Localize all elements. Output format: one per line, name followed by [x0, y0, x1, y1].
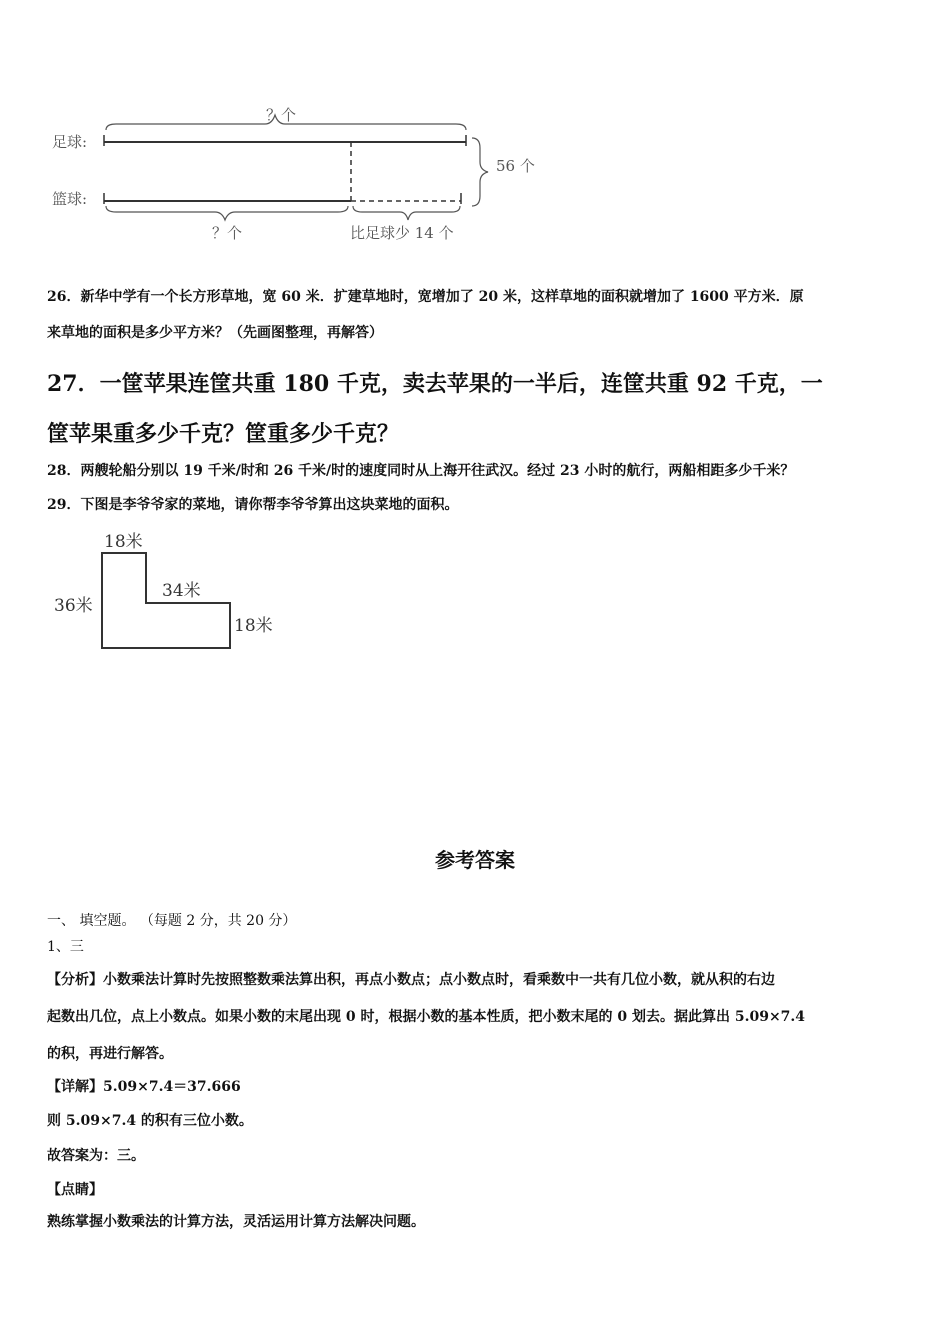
- comment-title: 【点睛】: [47, 1182, 103, 1198]
- football-label: 足球:: [52, 133, 88, 151]
- bottom-left-brace: [106, 206, 348, 220]
- comment-line: 熟练掌握小数乘法的计算方法，灵活运用计算方法解决问题。: [47, 1214, 425, 1230]
- question-26-line-1: 26．新华中学有一个长方形草地，宽 60 米．扩建草地时，宽增加了 20 米，这样草地的面积就增加了 1600 平方米．原: [47, 289, 804, 305]
- bottom-right-brace: [353, 206, 460, 220]
- middle-dimension-label: 34米: [162, 581, 201, 601]
- answer-item-1: 1、三: [47, 939, 84, 955]
- final-answer-line: 故答案为：三。: [47, 1148, 145, 1164]
- analysis-line-2: 起数出几位，点上小数点。如果小数的末尾出现 0 时，根据小数的基本性质，把小数末尾的 0 划去。据此算出 5.09×7.4: [47, 1009, 806, 1025]
- answers-section-title: 一、 填空题。 （每题 2 分，共 20 分）: [47, 913, 297, 929]
- analysis-line-1: 【分析】小数乘法计算时先按照整数乘法算出积，再点小数点；点小数点时，看乘数中一共有几位小数，就从积的右边: [47, 972, 775, 988]
- question-26-line-2: 来草地的面积是多少平方米？（先画图整理，再解答）: [47, 325, 383, 341]
- top-dimension-label: 18米: [104, 532, 143, 552]
- then-line: 则 5.09×7.4 的积有三位小数。: [47, 1113, 253, 1129]
- answers-heading: 参考答案: [435, 848, 515, 872]
- bottom-left-label: ？个: [212, 224, 243, 242]
- right-brace: [472, 138, 488, 206]
- bottom-right-label: 比足球少 14 个: [350, 224, 454, 242]
- question-27-line-2: 筐苹果重多少千克？筐重多少千克？: [47, 421, 400, 447]
- top-brace-label: ？个: [266, 106, 297, 124]
- garden-shape-diagram: [50, 528, 290, 658]
- detail-line: 【详解】5.09×7.4＝37.666: [47, 1079, 241, 1095]
- basketball-label: 篮球:: [52, 190, 88, 208]
- question-28: 28．两艘轮船分别以 19 千米/时和 26 千米/时的速度同时从上海开往武汉。经过 23 小时的航行，两船相距多少千米？: [47, 463, 795, 479]
- right-dimension-label: 18米: [234, 616, 273, 636]
- line-segment-diagram: [40, 100, 560, 255]
- left-dimension-label: 36米: [54, 596, 93, 616]
- right-brace-label: 56 个: [496, 157, 535, 175]
- question-29: 29．下图是李爷爷家的菜地，请你帮李爷爷算出这块菜地的面积。: [47, 497, 459, 513]
- question-27-line-1: 27．一筐苹果连筐共重 180 千克，卖去苹果的一半后，连筐共重 92 千克，一: [47, 371, 823, 397]
- analysis-line-3: 的积，再进行解答。: [47, 1046, 173, 1062]
